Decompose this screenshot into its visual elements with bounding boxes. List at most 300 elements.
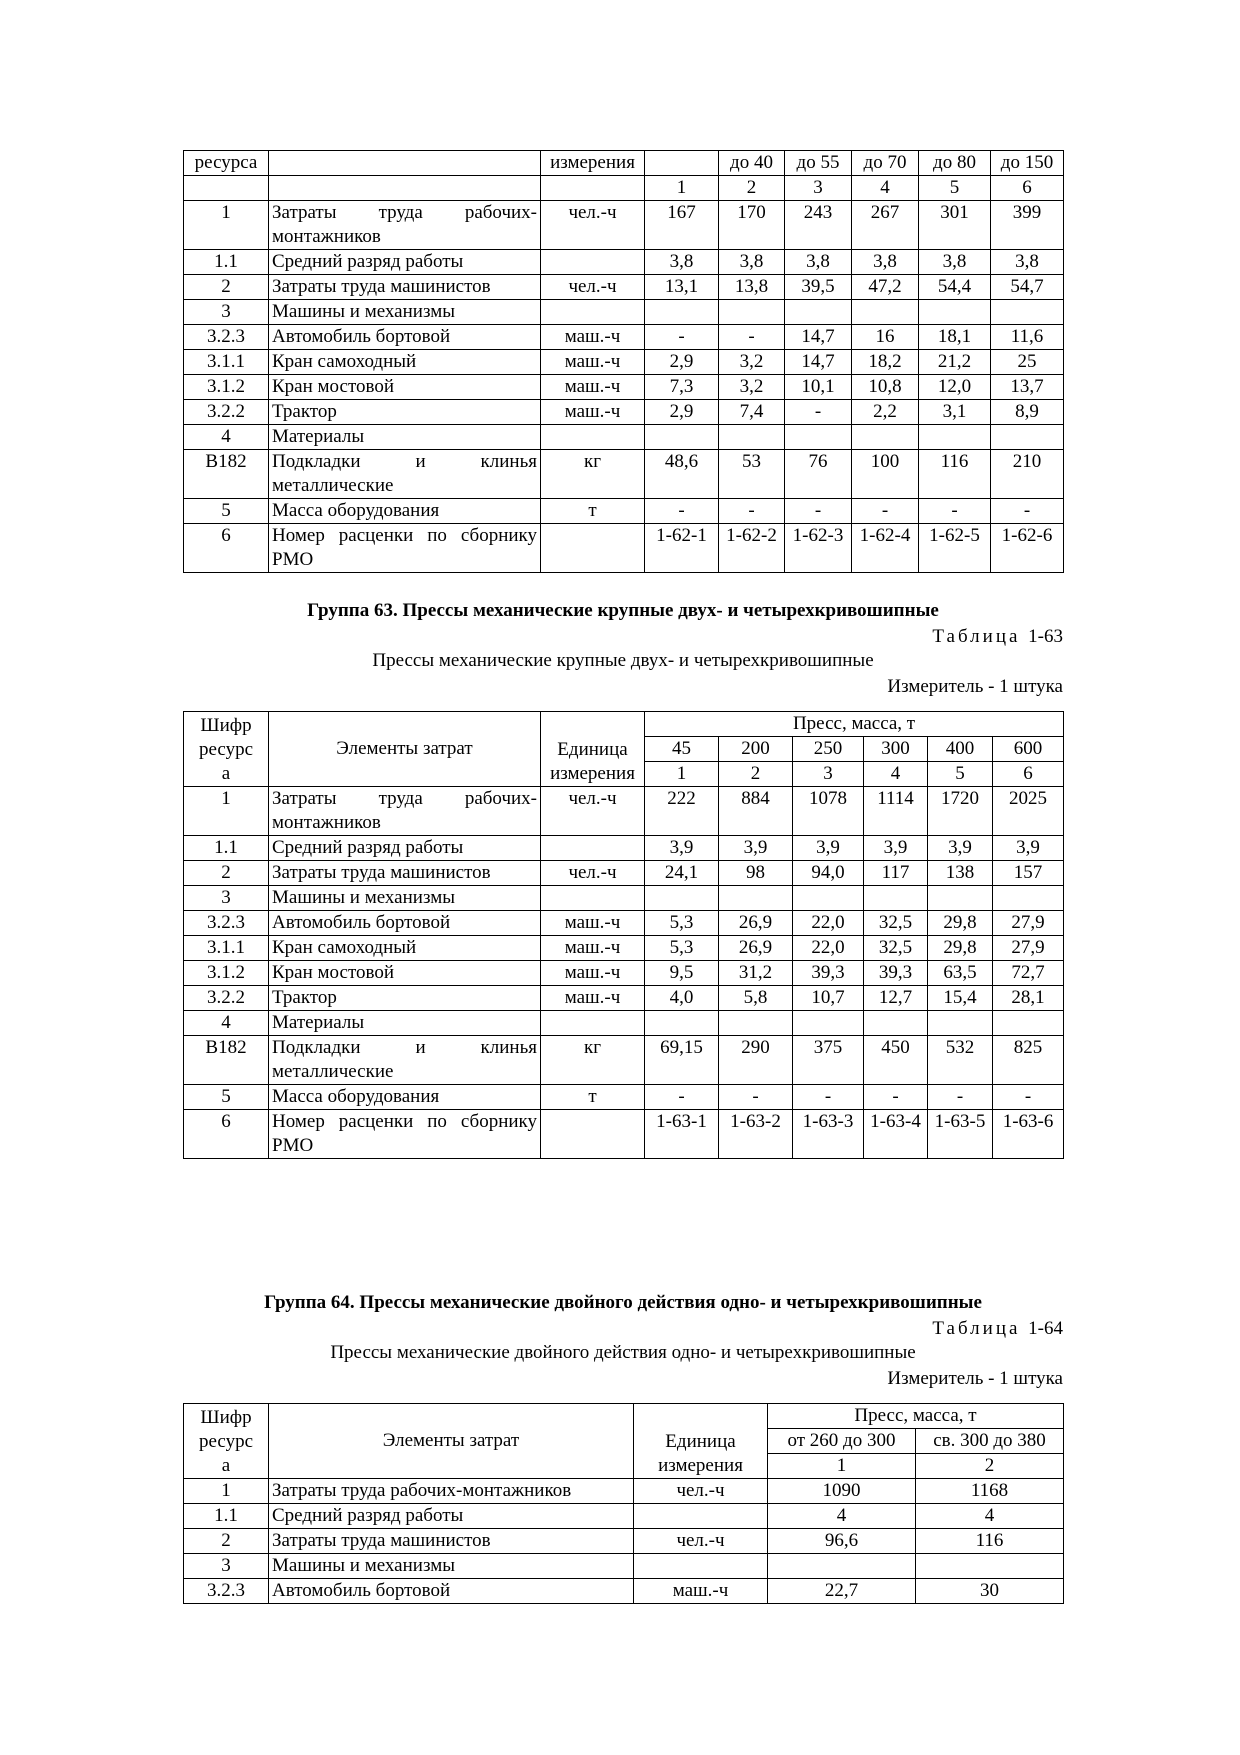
column-number: 5 (919, 176, 991, 201)
cost-element: Кран мостовой (269, 961, 541, 986)
table-row (184, 425, 1064, 450)
value-cell (852, 425, 919, 450)
resource-code: 1.1 (184, 250, 269, 275)
mass-header: 45 (645, 737, 719, 762)
table-row (184, 350, 1064, 375)
resource-code: В182 (184, 1036, 269, 1085)
value-cell: 63,5 (928, 961, 993, 986)
column-number: 2 (719, 762, 793, 787)
value-cell: 11,6 (991, 325, 1064, 350)
value-cell: 210 (991, 450, 1064, 499)
value-cell: 116 (919, 450, 991, 499)
value-cell: 1-62-3 (785, 524, 852, 573)
value-cell: 8,9 (991, 400, 1064, 425)
column-number: 4 (864, 762, 928, 787)
value-cell: 39,3 (793, 961, 864, 986)
value-cell: 3,9 (793, 836, 864, 861)
value-cell: 2,9 (645, 400, 719, 425)
mass-header: 200 (719, 737, 793, 762)
column-number: 2 (916, 1454, 1064, 1479)
value-cell: 1078 (793, 787, 864, 836)
mass-header: 600 (993, 737, 1064, 762)
resource-code: 1 (184, 787, 269, 836)
unit-of-measure: кг (541, 450, 645, 499)
unit-of-measure (541, 1011, 645, 1036)
value-cell (916, 1554, 1064, 1579)
value-cell: 39,3 (864, 961, 928, 986)
value-cell: 54,4 (919, 275, 991, 300)
value-cell: 76 (785, 450, 852, 499)
table-1-63-meter: Измеритель - 1 штука (887, 676, 1063, 697)
cost-element: Затраты труда рабочих-монтажников (269, 787, 541, 836)
table-row (184, 450, 1064, 499)
header-code: Шифр ресурса (184, 712, 269, 787)
value-cell (919, 425, 991, 450)
resource-code: 3.1.1 (184, 350, 269, 375)
cost-element: Затраты труда машинистов (269, 275, 541, 300)
value-cell: 2,9 (645, 350, 719, 375)
table-row (184, 1504, 1064, 1529)
value-cell (785, 425, 852, 450)
value-cell: 1-63-1 (645, 1110, 719, 1159)
unit-of-measure: кг (541, 1036, 645, 1085)
value-cell: - (993, 1085, 1064, 1110)
unit-of-measure: чел.-ч (541, 201, 645, 250)
resource-code: 3.2.3 (184, 1579, 269, 1604)
unit-of-measure: маш.-ч (634, 1579, 768, 1604)
value-cell: 2025 (993, 787, 1064, 836)
unit-of-measure: т (541, 1085, 645, 1110)
resource-code: 2 (184, 861, 269, 886)
resource-code: 3.1.2 (184, 961, 269, 986)
cost-element: Машины и механизмы (269, 886, 541, 911)
value-cell: 290 (719, 1036, 793, 1085)
cost-element: Подкладки и клинья металлические (269, 1036, 541, 1085)
table-row (184, 375, 1064, 400)
resource-code: 2 (184, 275, 269, 300)
unit-of-measure: маш.-ч (541, 911, 645, 936)
value-cell: 3,8 (719, 250, 785, 275)
table-row (184, 1011, 1064, 1036)
value-cell: 3,9 (864, 836, 928, 861)
value-cell: 100 (852, 450, 919, 499)
value-cell: 157 (993, 861, 1064, 886)
column-number: 3 (785, 176, 852, 201)
table-number: 1-64 (1028, 1318, 1063, 1339)
value-cell: 3,2 (719, 375, 785, 400)
table-row (184, 275, 1064, 300)
table-row (184, 961, 1064, 986)
table-row (184, 1479, 1064, 1504)
value-cell: - (645, 499, 719, 524)
header-mass-group: Пресс, масса, т (768, 1404, 1064, 1429)
header-cell: до 55 (785, 151, 852, 176)
value-cell: 116 (916, 1529, 1064, 1554)
value-cell: 14,7 (785, 325, 852, 350)
empty-cell (541, 176, 645, 201)
resource-code: 3 (184, 300, 269, 325)
table-row (184, 300, 1064, 325)
resource-code: 1.1 (184, 1504, 269, 1529)
resource-code: 3.2.2 (184, 986, 269, 1011)
value-cell: 9,5 (645, 961, 719, 986)
value-cell: - (991, 499, 1064, 524)
value-cell: - (785, 499, 852, 524)
value-cell (645, 425, 719, 450)
value-cell: 69,15 (645, 1036, 719, 1085)
value-cell: 30 (916, 1579, 1064, 1604)
column-number: 5 (928, 762, 993, 787)
value-cell: - (719, 499, 785, 524)
table-row (184, 1036, 1064, 1085)
value-cell: - (785, 400, 852, 425)
cost-element: Масса оборудования (269, 499, 541, 524)
value-cell: 170 (719, 201, 785, 250)
value-cell: - (719, 325, 785, 350)
cost-element: Машины и механизмы (269, 300, 541, 325)
value-cell: 27,9 (993, 936, 1064, 961)
value-cell: - (645, 1085, 719, 1110)
value-cell: 4 (768, 1504, 916, 1529)
value-cell: - (719, 1085, 793, 1110)
value-cell: 1-63-3 (793, 1110, 864, 1159)
resource-code: 6 (184, 524, 269, 573)
table-row (184, 1579, 1064, 1604)
table-row (184, 201, 1064, 250)
unit-of-measure: чел.-ч (634, 1529, 768, 1554)
value-cell: 3,8 (991, 250, 1064, 275)
value-cell: - (852, 499, 919, 524)
value-cell: 22,0 (793, 936, 864, 961)
header-elements: Элементы затрат (269, 712, 541, 787)
value-cell: 1-62-5 (919, 524, 991, 573)
value-cell: 47,2 (852, 275, 919, 300)
table-1-64-caption: Прессы механические двойного действия одно- и четырехкривошипные (330, 1342, 916, 1363)
value-cell: - (793, 1085, 864, 1110)
table-row (184, 861, 1064, 886)
value-cell: 18,2 (852, 350, 919, 375)
table-number: 1-63 (1028, 626, 1063, 647)
value-cell: 96,6 (768, 1529, 916, 1554)
header-code: Шифр ресурса (184, 1404, 269, 1479)
value-cell: 54,7 (991, 275, 1064, 300)
cost-element: Материалы (269, 1011, 541, 1036)
value-cell: 98 (719, 861, 793, 886)
resource-code: 6 (184, 1110, 269, 1159)
group-64-title: Группа 64. Прессы механические двойного действия одно- и четырехкривошипные (264, 1292, 982, 1313)
value-cell: 10,8 (852, 375, 919, 400)
value-cell: 7,4 (719, 400, 785, 425)
value-cell (864, 886, 928, 911)
value-cell: 32,5 (864, 936, 928, 961)
cost-element: Затраты труда машинистов (269, 1529, 634, 1554)
value-cell: 13,1 (645, 275, 719, 300)
value-cell: 26,9 (719, 911, 793, 936)
table-row (184, 524, 1064, 573)
value-cell: 15,4 (928, 986, 993, 1011)
value-cell: 1-62-1 (645, 524, 719, 573)
value-cell: 13,8 (719, 275, 785, 300)
table-1-63 (183, 711, 1064, 1159)
value-cell (928, 1011, 993, 1036)
value-cell (793, 886, 864, 911)
value-cell: 14,7 (785, 350, 852, 375)
column-number: 1 (645, 176, 719, 201)
resource-code: 1 (184, 1479, 269, 1504)
table-1-64 (183, 1403, 1064, 1604)
value-cell (991, 425, 1064, 450)
table-row (184, 1085, 1064, 1110)
cost-element: Номер расценки по сборнику РМО (269, 524, 541, 573)
value-cell: 3,2 (719, 350, 785, 375)
value-cell: 53 (719, 450, 785, 499)
empty-cell (184, 176, 269, 201)
unit-of-measure (541, 250, 645, 275)
header-cell: до 80 (919, 151, 991, 176)
document-page (183, 150, 1063, 1604)
cost-element: Средний разряд работы (269, 250, 541, 275)
value-cell: 3,9 (928, 836, 993, 861)
unit-of-measure: маш.-ч (541, 325, 645, 350)
column-number: 1 (768, 1454, 916, 1479)
value-cell: 167 (645, 201, 719, 250)
cost-element: Средний разряд работы (269, 1504, 634, 1529)
value-cell (993, 886, 1064, 911)
value-cell: 1114 (864, 787, 928, 836)
value-cell: 21,2 (919, 350, 991, 375)
unit-of-measure: маш.-ч (541, 400, 645, 425)
empty-cell (269, 176, 541, 201)
unit-of-measure (541, 886, 645, 911)
value-cell: 375 (793, 1036, 864, 1085)
value-cell: 532 (928, 1036, 993, 1085)
table-row (184, 936, 1064, 961)
value-cell: 399 (991, 201, 1064, 250)
mass-header: от 260 до 300 (768, 1429, 916, 1454)
cost-element: Машины и механизмы (269, 1554, 634, 1579)
cost-element: Средний разряд работы (269, 836, 541, 861)
value-cell: 94,0 (793, 861, 864, 886)
resource-code: 1.1 (184, 836, 269, 861)
resource-code: 3 (184, 1554, 269, 1579)
value-cell: 7,3 (645, 375, 719, 400)
value-cell: 2,2 (852, 400, 919, 425)
value-cell: 72,7 (993, 961, 1064, 986)
value-cell: 18,1 (919, 325, 991, 350)
table-row (184, 836, 1064, 861)
table-row (184, 1110, 1064, 1159)
unit-of-measure: т (541, 499, 645, 524)
value-cell: 31,2 (719, 961, 793, 986)
value-cell: 3,9 (719, 836, 793, 861)
unit-of-measure: маш.-ч (541, 350, 645, 375)
cost-element: Кран самоходный (269, 936, 541, 961)
unit-of-measure: чел.-ч (541, 787, 645, 836)
table-row (184, 325, 1064, 350)
header-mass-group: Пресс, масса, т (645, 712, 1064, 737)
cost-element: Затраты труда рабочих-монтажников (269, 201, 541, 250)
value-cell (645, 886, 719, 911)
value-cell: 138 (928, 861, 993, 886)
value-cell: - (645, 325, 719, 350)
column-number-row (184, 176, 1064, 201)
value-cell: 243 (785, 201, 852, 250)
column-number: 6 (993, 762, 1064, 787)
value-cell: 5,3 (645, 911, 719, 936)
value-cell (852, 300, 919, 325)
value-cell: - (864, 1085, 928, 1110)
unit-of-measure: маш.-ч (541, 961, 645, 986)
resource-code: 3.2.3 (184, 911, 269, 936)
table-1-64-meter: Измеритель - 1 штука (887, 1368, 1063, 1389)
table-row (184, 250, 1064, 275)
resource-code: 3.1.1 (184, 936, 269, 961)
column-number: 1 (645, 762, 719, 787)
table-row (184, 499, 1064, 524)
resource-code: 3.2.3 (184, 325, 269, 350)
unit-of-measure (541, 1110, 645, 1159)
mass-header: 400 (928, 737, 993, 762)
value-cell: 450 (864, 1036, 928, 1085)
value-cell: 267 (852, 201, 919, 250)
table-1-62 (183, 150, 1064, 573)
value-cell: 884 (719, 787, 793, 836)
group-63-title: Группа 63. Прессы механические крупные двух- и четырехкривошипные (307, 600, 939, 621)
header-cell: измерения (541, 151, 645, 176)
resource-code: В182 (184, 450, 269, 499)
table-label-text: Таблица (932, 626, 1021, 647)
column-number: 3 (793, 762, 864, 787)
column-number: 2 (719, 176, 785, 201)
value-cell: - (928, 1085, 993, 1110)
value-cell: 29,8 (928, 911, 993, 936)
unit-of-measure: маш.-ч (541, 375, 645, 400)
cost-element: Автомобиль бортовой (269, 911, 541, 936)
value-cell: 1-62-2 (719, 524, 785, 573)
cost-element: Трактор (269, 400, 541, 425)
value-cell (645, 300, 719, 325)
unit-of-measure (541, 836, 645, 861)
value-cell: 1720 (928, 787, 993, 836)
value-cell: 117 (864, 861, 928, 886)
value-cell: 16 (852, 325, 919, 350)
cost-element: Трактор (269, 986, 541, 1011)
unit-of-measure: чел.-ч (541, 861, 645, 886)
value-cell: 5,3 (645, 936, 719, 961)
unit-of-measure: маш.-ч (541, 986, 645, 1011)
resource-code: 3.2.2 (184, 400, 269, 425)
value-cell: 3,8 (645, 250, 719, 275)
resource-code: 3 (184, 886, 269, 911)
value-cell: 222 (645, 787, 719, 836)
header-cell: до 40 (719, 151, 785, 176)
resource-code: 5 (184, 1085, 269, 1110)
header-elements: Элементы затрат (269, 1404, 634, 1479)
table-row (184, 400, 1064, 425)
unit-of-measure: чел.-ч (541, 275, 645, 300)
unit-of-measure: маш.-ч (541, 936, 645, 961)
cost-element: Автомобиль бортовой (269, 1579, 634, 1604)
table-1-63-label (183, 625, 1063, 649)
table-row (184, 1554, 1064, 1579)
header-unit: Единица измерения (634, 1404, 768, 1479)
value-cell: 3,8 (852, 250, 919, 275)
value-cell (793, 1011, 864, 1036)
value-cell (719, 300, 785, 325)
header-row (184, 151, 1064, 176)
value-cell: 39,5 (785, 275, 852, 300)
resource-code: 4 (184, 1011, 269, 1036)
value-cell: 12,0 (919, 375, 991, 400)
value-cell: 1-63-5 (928, 1110, 993, 1159)
header-cell: до 70 (852, 151, 919, 176)
column-number: 4 (852, 176, 919, 201)
unit-of-measure (634, 1554, 768, 1579)
value-cell: 3,9 (993, 836, 1064, 861)
value-cell: 301 (919, 201, 991, 250)
value-cell (768, 1554, 916, 1579)
value-cell (645, 1011, 719, 1036)
header-cell: до 150 (991, 151, 1064, 176)
value-cell: 1-63-6 (993, 1110, 1064, 1159)
cost-element: Автомобиль бортовой (269, 325, 541, 350)
resource-code: 4 (184, 425, 269, 450)
mass-header: 250 (793, 737, 864, 762)
resource-code: 3.1.2 (184, 375, 269, 400)
table-1-64-label (183, 1317, 1063, 1341)
value-cell: 29,8 (928, 936, 993, 961)
table-row (184, 787, 1064, 836)
cost-element: Масса оборудования (269, 1085, 541, 1110)
value-cell: - (919, 499, 991, 524)
cost-element: Подкладки и клинья металлические (269, 450, 541, 499)
value-cell: 3,8 (785, 250, 852, 275)
value-cell: 1-63-2 (719, 1110, 793, 1159)
value-cell: 1168 (916, 1479, 1064, 1504)
value-cell (864, 1011, 928, 1036)
value-cell: 24,1 (645, 861, 719, 886)
value-cell: 3,9 (645, 836, 719, 861)
value-cell: 22,0 (793, 911, 864, 936)
value-cell: 3,1 (919, 400, 991, 425)
value-cell (785, 300, 852, 325)
value-cell: 4 (916, 1504, 1064, 1529)
value-cell (993, 1011, 1064, 1036)
table-label-text: Таблица (932, 1318, 1021, 1339)
value-cell: 12,7 (864, 986, 928, 1011)
value-cell: 1090 (768, 1479, 916, 1504)
value-cell (919, 300, 991, 325)
unit-of-measure (541, 300, 645, 325)
value-cell: 3,8 (919, 250, 991, 275)
unit-of-measure (541, 425, 645, 450)
cost-element: Кран самоходный (269, 350, 541, 375)
header-unit: Единица измерения (541, 712, 645, 787)
value-cell: 32,5 (864, 911, 928, 936)
cost-element: Затраты труда машинистов (269, 861, 541, 886)
value-cell: 27,9 (993, 911, 1064, 936)
mass-header: 300 (864, 737, 928, 762)
resource-code: 2 (184, 1529, 269, 1554)
value-cell: 13,7 (991, 375, 1064, 400)
value-cell: 10,1 (785, 375, 852, 400)
value-cell: 48,6 (645, 450, 719, 499)
table-row (184, 911, 1064, 936)
value-cell: 25 (991, 350, 1064, 375)
table-row (184, 986, 1064, 1011)
mass-header: св. 300 до 380 (916, 1429, 1064, 1454)
value-cell: 5,8 (719, 986, 793, 1011)
